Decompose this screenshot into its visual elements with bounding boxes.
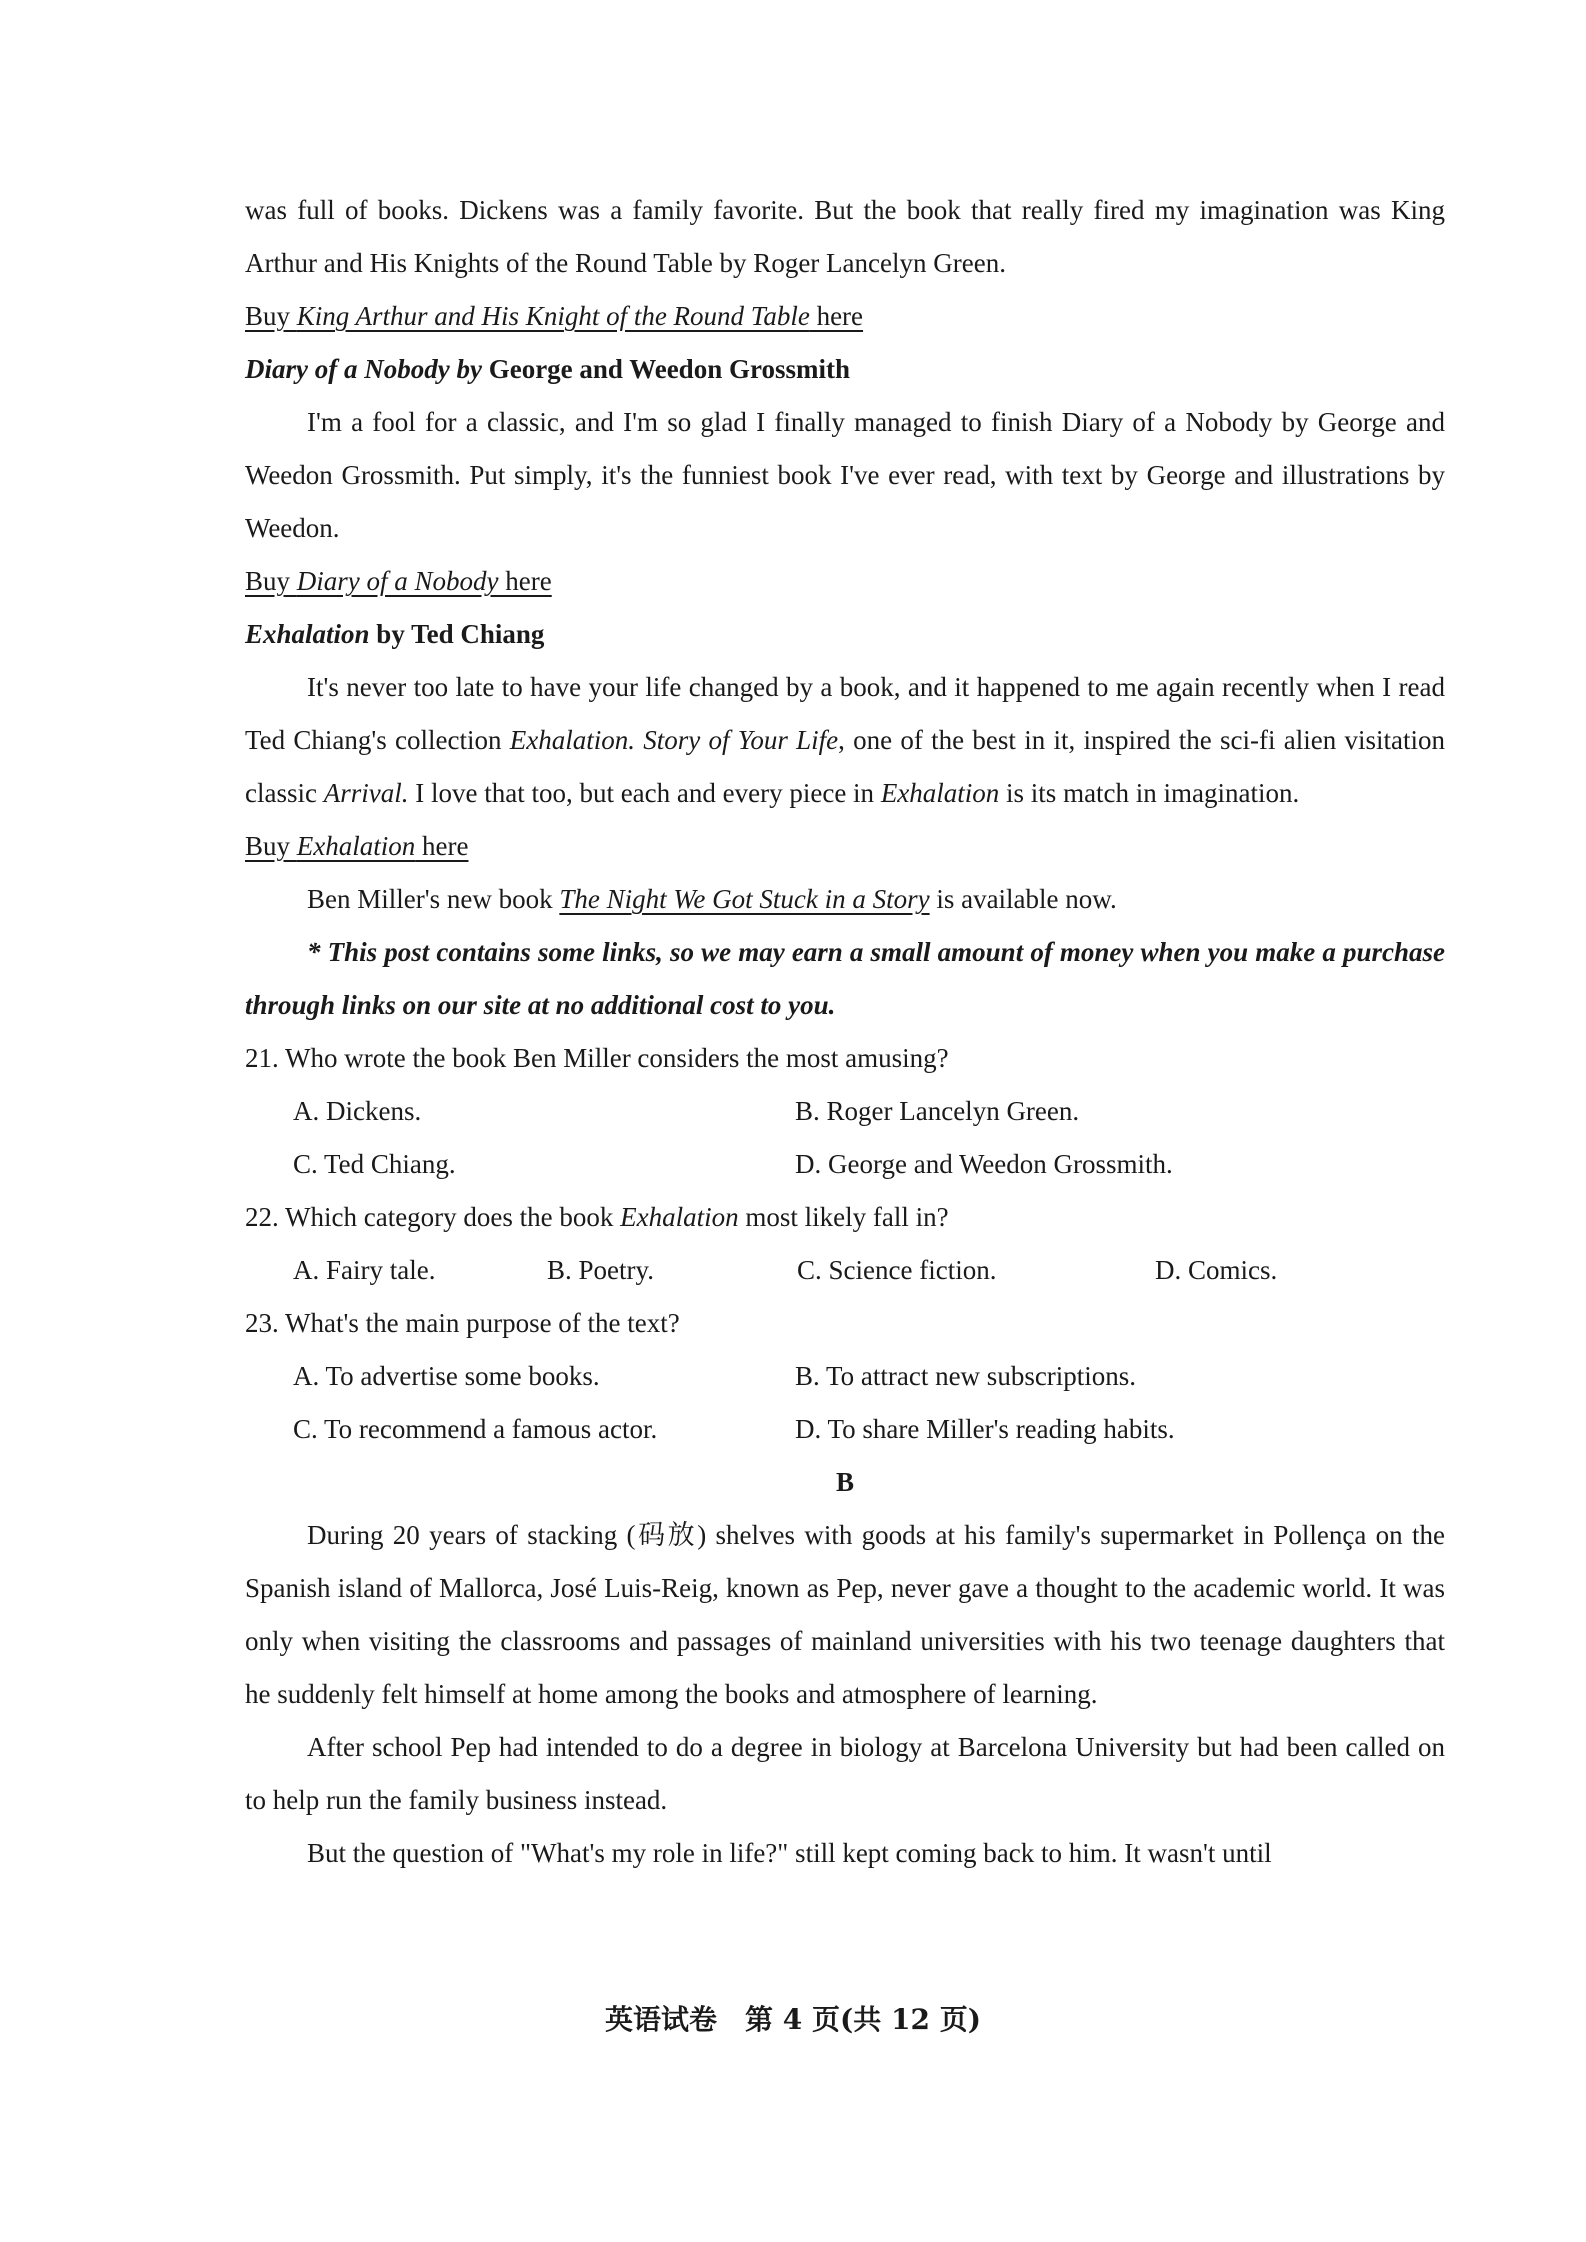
new-book-announcement [245, 873, 1445, 926]
text-run: I love that too, but each and every piece in [408, 778, 881, 808]
passage-paragraph-continued: was full of books. Dickens was a family favorite. But the book that really fired my imagination was King Arthur and His Knights of the Round Table by Roger Lancelyn Green. [245, 195, 1445, 278]
buy-link-post: here [498, 566, 552, 596]
buy-link-pre: Buy [245, 831, 297, 861]
section-b-paragraph-2: After school Pep had intended to do a degree in biology at Barcelona University but had been called on to help run the family business instead. [245, 1732, 1445, 1815]
buy-link-king-arthur[interactable] [245, 290, 1445, 343]
section-b-paragraph-1: During 20 years of stacking (码放) shelves with goods at his family's supermarket in Pollença on the Spanish island of Mallorca, José Luis-Reig, known as Pep, never gave a thought to the academic world. It was only when visiting the classrooms and passages of mainland universities with his two teenage daughters that he suddenly felt himself at home among the books and atmosphere of learning. [245, 1520, 1445, 1709]
buy-link-title: Diary of a Nobody [296, 566, 499, 596]
page-content [245, 184, 1445, 1880]
question-21-options-row-2 [245, 1138, 1445, 1191]
passage-paragraph-diary: I'm a fool for a classic, and I'm so glad I finally managed to finish Diary of a Nobody by George and Weedon Grossmith. Put simply, it's the funniest book I've ever read, with text by George and illustrations by Weedon. [245, 407, 1445, 543]
option-d[interactable]: D. To share Miller's reading habits. [795, 1414, 1175, 1444]
option-a[interactable]: A. Dickens. [293, 1096, 422, 1126]
question-23-options-row-2 [245, 1403, 1445, 1456]
buy-link-pre: Buy [245, 566, 297, 596]
option-c[interactable]: C. Ted Chiang. [293, 1149, 456, 1179]
buy-link-pre: Buy [245, 301, 297, 331]
text-run-italic: Exhalation [880, 778, 1000, 808]
buy-link-diary[interactable] [245, 555, 1445, 608]
text-run-italic: Exhalation [620, 1202, 739, 1232]
text-run: 22. Which category does the book [245, 1202, 621, 1232]
question-22-stem [245, 1191, 1445, 1244]
book-by: by [369, 619, 412, 649]
question-21-options-row-1 [245, 1085, 1445, 1138]
text-run: Ben Miller's new book [307, 884, 560, 914]
passage-paragraph-exhalation [245, 661, 1445, 820]
affiliate-note: * This post contains some links, so we may earn a small amount of money when you make a purchase through links on our site at no additional cost to you. [245, 937, 1445, 1020]
text-run: It's never too late to have your life changed by a book, and it happened to me again recently when I read Ted Chiang's collection [245, 672, 1445, 755]
book-by: by [449, 354, 489, 384]
option-b[interactable]: B. Poetry. [547, 1255, 654, 1285]
option-c[interactable]: C. Science fiction. [797, 1255, 997, 1285]
text-run-italic: Arrival. [323, 778, 409, 808]
book-author: George and Weedon Grossmith [488, 354, 850, 384]
book-heading-diary [245, 343, 1445, 396]
text-run-italic: Exhalation. Story of Your Life [509, 725, 839, 755]
option-b[interactable]: B. To attract new subscriptions. [795, 1361, 1137, 1391]
option-b[interactable]: B. Roger Lancelyn Green. [795, 1096, 1080, 1126]
text-run: is its match in imagination. [999, 778, 1300, 808]
option-a[interactable]: A. Fairy tale. [293, 1255, 436, 1285]
book-author: Ted Chiang [411, 619, 545, 649]
buy-link-post: here [415, 831, 469, 861]
buy-link-post: here [809, 301, 864, 331]
option-c[interactable]: C. To recommend a famous actor. [293, 1414, 658, 1444]
text-run: , one of the best in it, inspired the sci-fi alien visitation classic [245, 725, 1446, 808]
buy-link-exhalation[interactable] [245, 820, 1445, 873]
book-heading-exhalation [245, 608, 1445, 661]
option-a[interactable]: A. To advertise some books. [293, 1361, 600, 1391]
section-b-heading: B [835, 1467, 854, 1497]
option-d[interactable]: D. George and Weedon Grossmith. [795, 1149, 1173, 1179]
section-b-paragraph-3: But the question of "What's my role in life?" still kept coming back to him. It wasn't until [307, 1838, 1272, 1868]
question-22-options-row [245, 1244, 1445, 1297]
new-book-link[interactable]: The Night We Got Stuck in a Story [559, 884, 930, 914]
buy-link-title: Exhalation [296, 831, 416, 861]
question-21-stem: 21. Who wrote the book Ben Miller considers the most amusing? [245, 1043, 949, 1073]
option-d[interactable]: D. Comics. [1155, 1255, 1278, 1285]
book-title: Exhalation [245, 619, 370, 649]
question-23-options-row-1 [245, 1350, 1445, 1403]
text-run: is available now. [929, 884, 1117, 914]
page-footer: 英语试卷 第 4 页(共 12 页) [605, 2003, 981, 2036]
question-23-stem: 23. What's the main purpose of the text? [245, 1308, 680, 1338]
buy-link-title: King Arthur and His Knight of the Round Table [296, 301, 810, 331]
book-title: Diary of a Nobody [245, 354, 450, 384]
text-run: most likely fall in? [738, 1202, 949, 1232]
